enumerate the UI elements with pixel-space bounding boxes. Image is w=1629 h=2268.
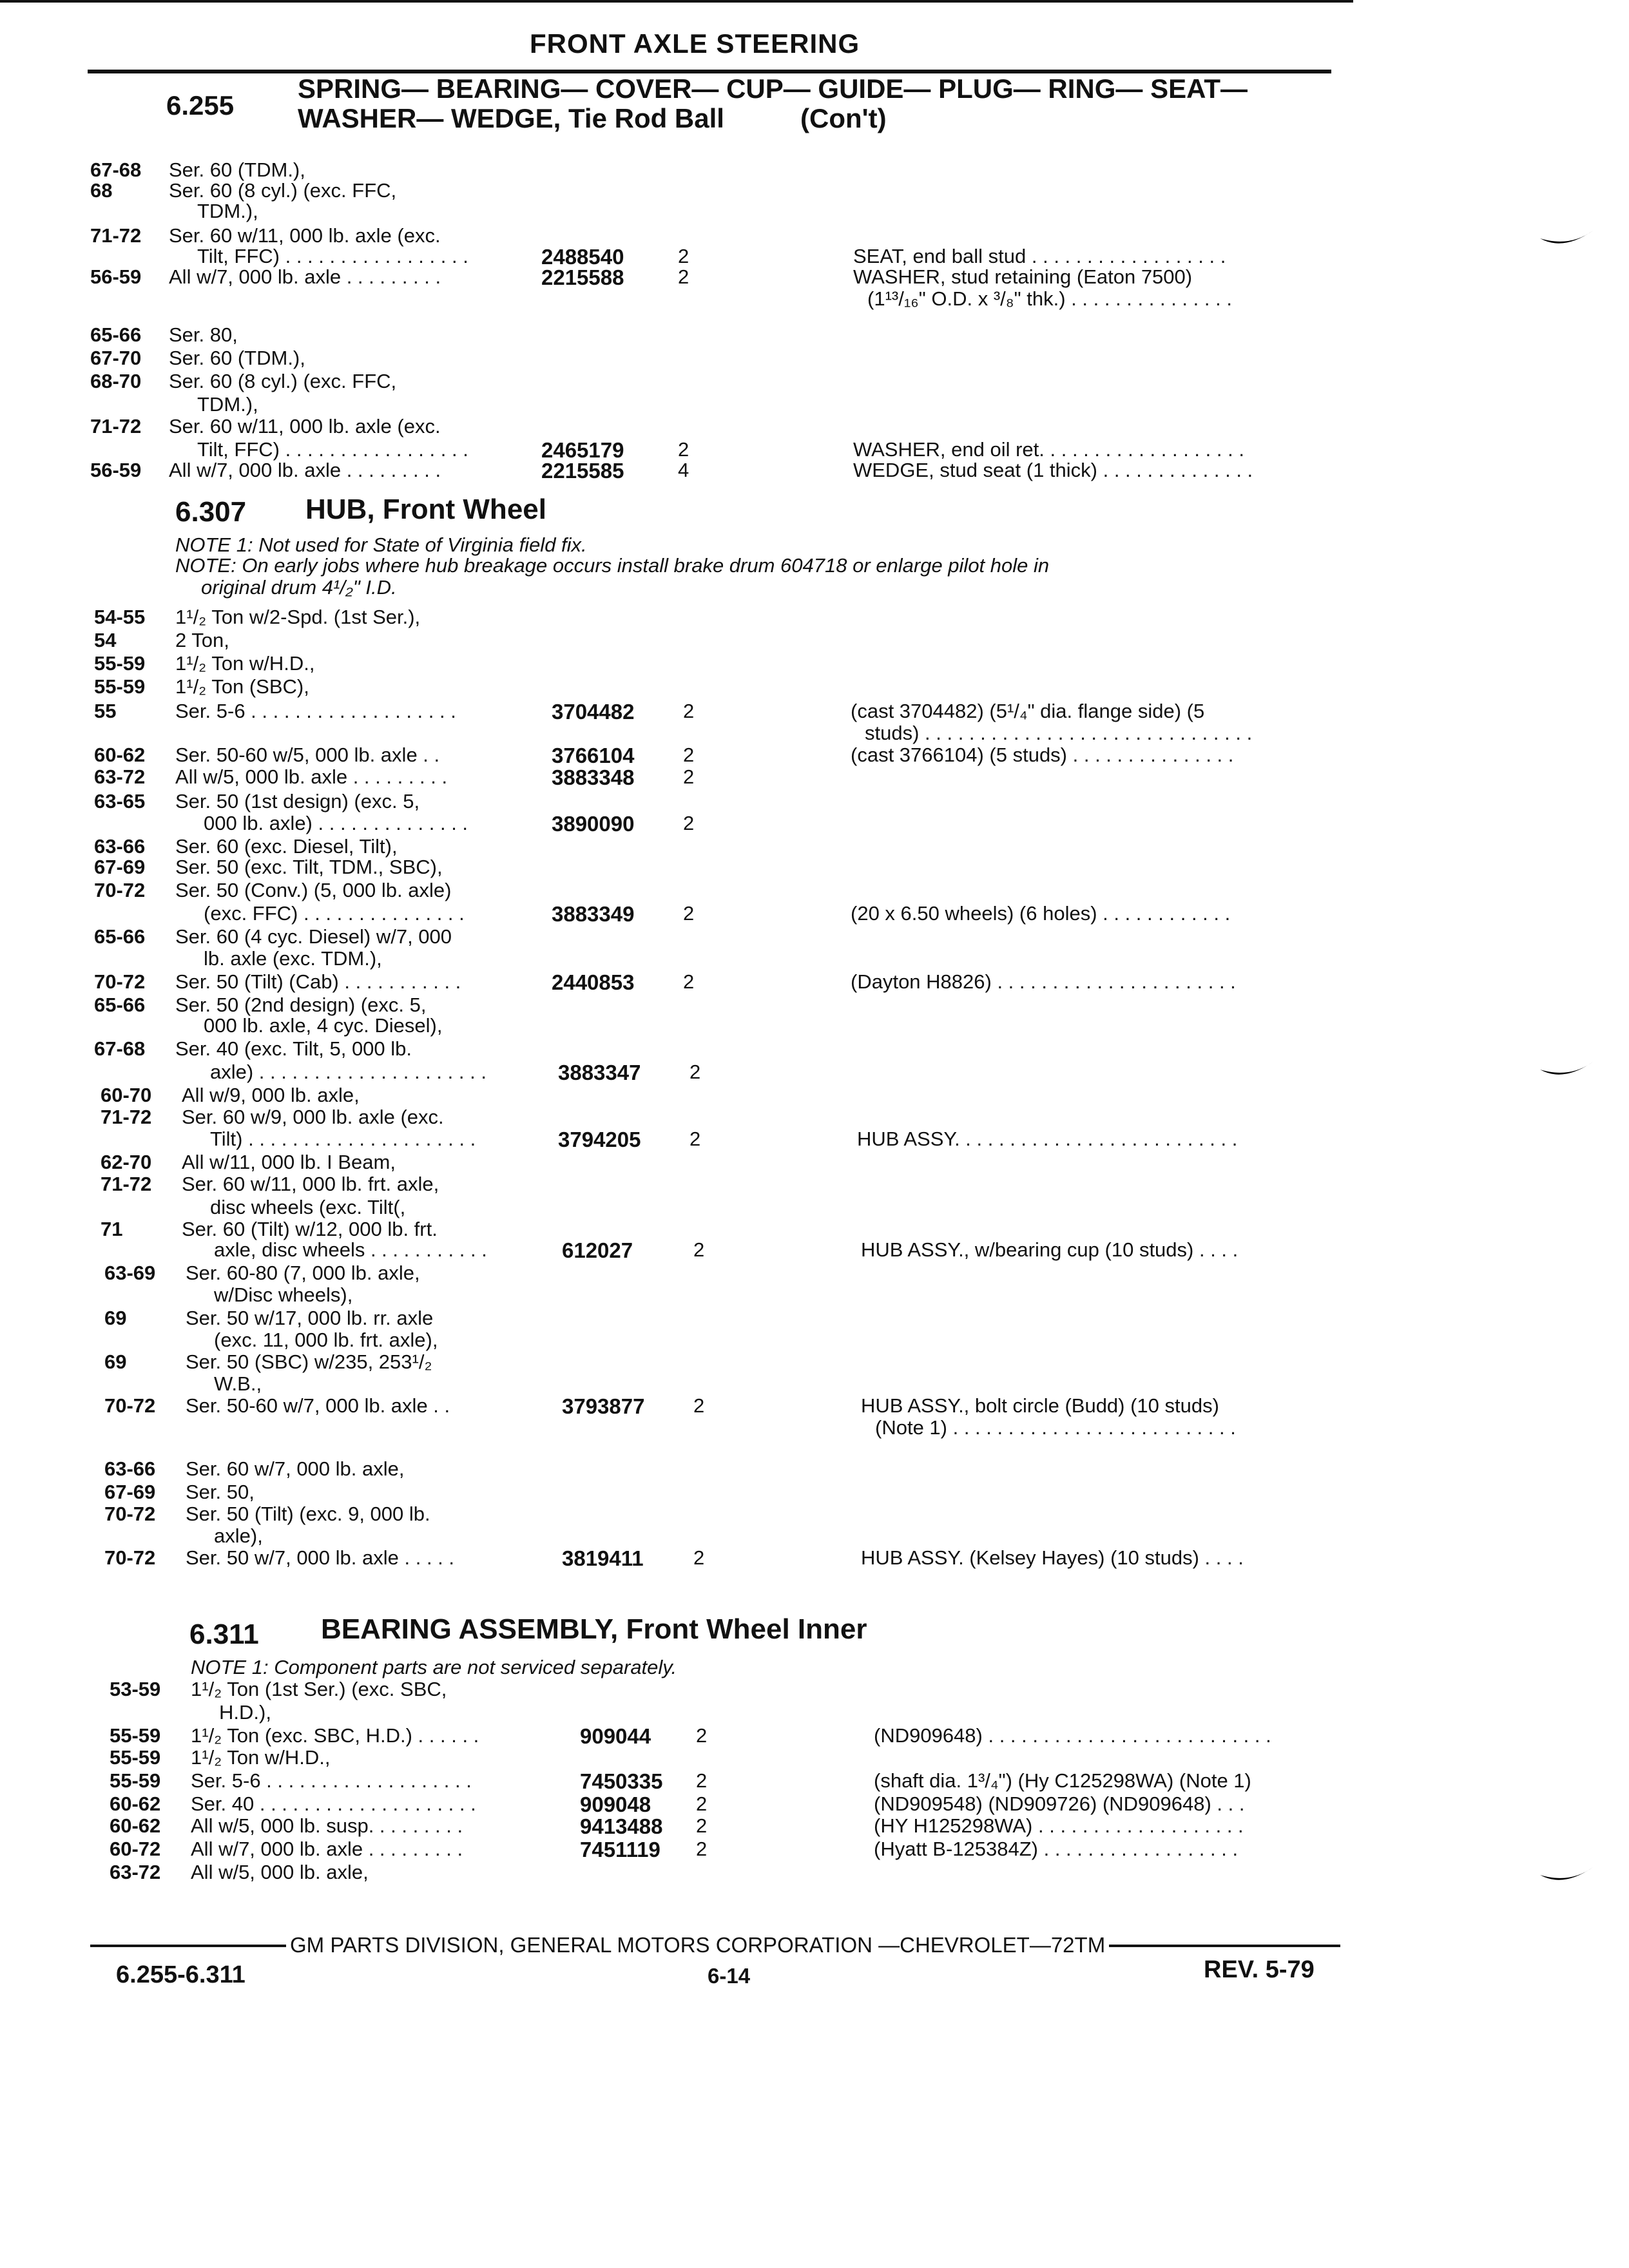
model-year: 60-62	[94, 744, 146, 766]
part-number: 909048	[580, 1792, 651, 1816]
part-description: HUB ASSY., bolt circle (Budd) (10 studs)	[861, 1394, 1219, 1417]
section-title-6311: BEARING ASSEMBLY, Front Wheel Inner	[321, 1613, 867, 1645]
application-text: Ser. 50 (1st design) (exc. 5,	[175, 790, 420, 812]
model-year: 68-70	[90, 370, 142, 392]
application-text: Tilt, FFC) . . . . . . . . . . . . . . . . .	[197, 245, 468, 267]
part-description: WASHER, stud retaining (Eaton 7500)	[853, 265, 1193, 288]
part-number: 2215585	[541, 459, 624, 483]
application-text: Ser. 50 (Conv.) (5, 000 lb. axle)	[175, 879, 452, 901]
model-year: 63-72	[94, 765, 146, 788]
application-text: All w/7, 000 lb. axle . . . . . . . . .	[169, 265, 441, 288]
model-year: 63-69	[104, 1262, 156, 1284]
part-number: 3704482	[552, 700, 635, 724]
model-year: 63-66	[104, 1457, 156, 1480]
application-text: Ser. 60 (Tilt) w/12, 000 lb. frt.	[182, 1218, 438, 1240]
application-text: disc wheels (exc. Tilt(,	[210, 1196, 406, 1218]
part-description: (Dayton H8826) . . . . . . . . . . . . . . . . . . . . . .	[851, 970, 1236, 993]
part-number: 3883349	[552, 902, 635, 926]
application-text: Ser. 60 (4 cyc. Diesel) w/7, 000	[175, 925, 452, 948]
model-year: 54	[94, 629, 117, 651]
application-text: 1¹/₂ Ton (1st Ser.) (exc. SBC,	[191, 1678, 447, 1700]
model-year: 55	[94, 700, 117, 722]
application-text: Ser. 60 (8 cyl.) (exc. FFC,	[169, 370, 397, 392]
part-description: (cast 3766104) (5 studs) . . . . . . . . . . . . . . .	[851, 744, 1234, 766]
application-text: Ser. 60 w/11, 000 lb. axle (exc.	[169, 224, 441, 247]
model-year: 70-72	[94, 879, 146, 901]
application-text: Ser. 50-60 w/5, 000 lb. axle . .	[175, 744, 440, 766]
application-text: 1¹/₂ Ton (exc. SBC, H.D.) . . . . . .	[191, 1724, 479, 1747]
model-year: 67-70	[90, 347, 142, 369]
model-year: 70-72	[104, 1546, 156, 1569]
part-number: 3819411	[562, 1546, 644, 1570]
application-text: 000 lb. axle) . . . . . . . . . . . . . .	[204, 812, 468, 834]
part-number: 2488540	[541, 245, 624, 269]
part-description: (ND909648) . . . . . . . . . . . . . . . . . . . . . . . . . .	[874, 1724, 1271, 1747]
application-text: axle) . . . . . . . . . . . . . . . . . . . . .	[210, 1061, 487, 1083]
application-text: Ser. 60 (exc. Diesel, Tilt),	[175, 835, 398, 858]
footer-range: 6.255-6.311	[116, 1961, 246, 1988]
application-text: 2 Ton,	[175, 629, 229, 651]
application-text: 000 lb. axle, 4 cyc. Diesel),	[204, 1014, 443, 1037]
part-description: (shaft dia. 1³/₄") (Hy C125298WA) (Note 1)	[874, 1769, 1251, 1792]
application-text: (exc. FFC) . . . . . . . . . . . . . . .	[204, 902, 465, 925]
application-text: Ser. 80,	[169, 323, 238, 346]
model-year: 71-72	[101, 1106, 152, 1128]
top-rule	[0, 0, 1353, 3]
application-text: Ser. 60 w/11, 000 lb. axle (exc.	[169, 415, 441, 437]
note-6311-1: NOTE 1: Component parts are not serviced separately.	[191, 1656, 677, 1678]
application-text: Ser. 50 (Tilt) (exc. 9, 000 lb.	[186, 1503, 430, 1525]
model-year: 65-66	[90, 323, 142, 346]
application-text: Ser. 50 (Tilt) (Cab) . . . . . . . . . . .	[175, 970, 461, 993]
quantity: 2	[696, 1792, 708, 1815]
footer-org: GM PARTS DIVISION, GENERAL MOTORS CORPORATION —CHEVROLET—72TM	[286, 1933, 1109, 1957]
model-year: 68	[90, 179, 113, 202]
model-year: 55-59	[110, 1769, 161, 1792]
application-text: 1¹/₂ Ton (SBC),	[175, 675, 309, 698]
model-year: 55-59	[110, 1724, 161, 1747]
application-text: TDM.),	[197, 393, 258, 416]
part-number: 2440853	[552, 970, 635, 994]
model-year: 65-66	[94, 994, 146, 1016]
model-year: 69	[104, 1307, 127, 1329]
model-year: 54-55	[94, 606, 146, 628]
part-description: WASHER, end oil ret. . . . . . . . . . . . . . . . . . .	[853, 438, 1244, 461]
application-text: 1¹/₂ Ton w/H.D.,	[191, 1746, 331, 1769]
part-description: (cast 3704482) (5¹/₄" dia. flange side) (5	[851, 700, 1205, 722]
application-text: Tilt, FFC) . . . . . . . . . . . . . . . . .	[197, 438, 468, 461]
application-text: All w/5, 000 lb. axle . . . . . . . . .	[175, 765, 448, 788]
application-text: Ser. 60 (8 cyl.) (exc. FFC,	[169, 179, 397, 202]
application-text: Ser. 60 (TDM.),	[169, 347, 305, 369]
application-text: Ser. 60-80 (7, 000 lb. axle,	[186, 1262, 420, 1284]
quantity: 4	[678, 459, 689, 481]
part-description: SEAT, end ball stud . . . . . . . . . . . . . . . . . .	[853, 245, 1226, 267]
model-year: 56-59	[90, 459, 142, 481]
part-description: (Note 1) . . . . . . . . . . . . . . . . . . . . . . . . . .	[875, 1416, 1236, 1439]
application-text: Ser. 50 w/7, 000 lb. axle . . . . .	[186, 1546, 455, 1569]
application-text: Tilt) . . . . . . . . . . . . . . . . . . . . .	[210, 1128, 476, 1150]
application-text: Ser. 50 (SBC) w/235, 253¹/₂	[186, 1350, 432, 1373]
quantity: 2	[689, 1061, 701, 1083]
part-description: (1¹³/₁₆" O.D. x ³/₈" thk.) . . . . . . . . . . . . . . .	[867, 287, 1232, 310]
quantity: 2	[683, 902, 695, 925]
part-number: 2215588	[541, 265, 624, 289]
part-number: 9413488	[580, 1814, 663, 1838]
section-number-6311: 6.311	[189, 1619, 259, 1650]
quantity: 2	[678, 265, 689, 288]
application-text: Ser. 60 w/11, 000 lb. frt. axle,	[182, 1173, 439, 1195]
model-year: 63-65	[94, 790, 146, 812]
part-description: (HY H125298WA) . . . . . . . . . . . . . . . . . . .	[874, 1814, 1244, 1837]
part-description: HUB ASSY. . . . . . . . . . . . . . . . . . . . . . . . . .	[857, 1128, 1238, 1150]
punch-mark-icon	[1537, 1856, 1595, 1894]
application-text: Ser. 50 (exc. Tilt, TDM., SBC),	[175, 856, 443, 878]
model-year: 63-66	[94, 835, 146, 858]
application-text: Ser. 50,	[186, 1481, 255, 1503]
application-text: All w/5, 000 lb. axle,	[191, 1861, 369, 1883]
note-6307-2b: original drum 4¹/₂" I.D.	[201, 576, 397, 599]
application-text: All w/7, 000 lb. axle . . . . . . . . .	[169, 459, 441, 481]
quantity: 2	[693, 1394, 705, 1417]
footer-page: 6-14	[708, 1964, 751, 1988]
application-text: All w/11, 000 lb. I Beam,	[182, 1151, 396, 1173]
application-text: axle),	[214, 1524, 263, 1547]
model-year: 67-68	[90, 159, 142, 181]
model-year: 70-72	[94, 970, 146, 993]
part-number: 2465179	[541, 438, 624, 462]
quantity: 2	[683, 812, 695, 834]
application-text: 1¹/₂ Ton w/2-Spd. (1st Ser.),	[175, 606, 421, 628]
part-number: 3794205	[558, 1128, 641, 1151]
section-title-6255-line1: SPRING— BEARING— COVER— CUP— GUIDE— PLUG— RING— SEAT—	[298, 73, 1248, 104]
part-number: 3793877	[562, 1394, 645, 1418]
model-year: 55-59	[94, 675, 146, 698]
application-text: Ser. 40 . . . . . . . . . . . . . . . . . . . .	[191, 1792, 476, 1815]
note-6307-1: NOTE 1: Not used for State of Virginia field fix.	[175, 533, 587, 556]
section-title-6255-cont: (Con't)	[800, 103, 887, 133]
application-text: H.D.),	[219, 1701, 271, 1724]
part-description: (ND909548) (ND909726) (ND909648) . . .	[874, 1792, 1245, 1815]
application-text: All w/9, 000 lb. axle,	[182, 1084, 360, 1106]
model-year: 70-72	[104, 1503, 156, 1525]
model-year: 67-69	[104, 1481, 156, 1503]
model-year: 62-70	[101, 1151, 152, 1173]
punch-mark-icon	[1537, 219, 1595, 258]
model-year: 71-72	[101, 1173, 152, 1195]
application-text: Ser. 5-6 . . . . . . . . . . . . . . . . . . .	[191, 1769, 472, 1792]
part-number: 3883347	[558, 1061, 641, 1084]
quantity: 2	[696, 1814, 708, 1837]
part-description: studs) . . . . . . . . . . . . . . . . . . . . . . . . . . . . . .	[865, 722, 1253, 744]
model-year: 67-69	[94, 856, 146, 878]
section-title-6307: HUB, Front Wheel	[305, 494, 546, 525]
model-year: 71	[101, 1218, 123, 1240]
quantity: 2	[683, 970, 695, 993]
quantity: 2	[678, 438, 689, 461]
model-year: 71-72	[90, 415, 142, 437]
page-title: FRONT AXLE STEERING	[530, 28, 860, 59]
model-year: 69	[104, 1350, 127, 1373]
section-number-6307: 6.307	[175, 496, 247, 528]
application-text: (exc. 11, 000 lb. frt. axle),	[214, 1329, 438, 1351]
quantity: 2	[683, 744, 695, 766]
footer-rev: REV. 5-79	[1204, 1956, 1315, 1983]
note-6307-2a: NOTE: On early jobs where hub breakage occurs install brake drum 604718 or enlarge pilot hole in	[175, 554, 1050, 577]
model-year: 53-59	[110, 1678, 161, 1700]
application-text: W.B.,	[214, 1372, 262, 1395]
application-text: Ser. 60 (TDM.),	[169, 159, 305, 181]
part-description: WEDGE, stud seat (1 thick) . . . . . . . . . . . . . .	[853, 459, 1253, 481]
model-year: 55-59	[110, 1746, 161, 1769]
quantity: 2	[696, 1769, 708, 1792]
application-text: w/Disc wheels),	[214, 1283, 353, 1306]
model-year: 65-66	[94, 925, 146, 948]
part-description: HUB ASSY., w/bearing cup (10 studs) . . . .	[861, 1238, 1239, 1261]
application-text: lb. axle (exc. TDM.),	[204, 947, 382, 970]
application-text: Ser. 50 (2nd design) (exc. 5,	[175, 994, 427, 1016]
part-number: 3890090	[552, 812, 635, 836]
quantity: 2	[678, 245, 689, 267]
quantity: 2	[683, 700, 695, 722]
model-year: 60-62	[110, 1792, 161, 1815]
part-number: 3883348	[552, 765, 635, 789]
application-text: Ser. 5-6 . . . . . . . . . . . . . . . . . . .	[175, 700, 456, 722]
part-description: (20 x 6.50 wheels) (6 holes) . . . . . . . . . . . .	[851, 902, 1231, 925]
application-text: Ser. 60 w/9, 000 lb. axle (exc.	[182, 1106, 444, 1128]
application-text: TDM.),	[197, 200, 258, 222]
quantity: 2	[689, 1128, 701, 1150]
application-text: All w/5, 000 lb. susp. . . . . . . . .	[191, 1814, 463, 1837]
model-year: 60-72	[110, 1838, 161, 1860]
section-number-6255: 6.255	[166, 90, 235, 120]
part-number: 909044	[580, 1724, 651, 1748]
model-year: 63-72	[110, 1861, 161, 1883]
part-number: 612027	[562, 1238, 633, 1262]
model-year: 60-70	[101, 1084, 152, 1106]
model-year: 67-68	[94, 1037, 146, 1060]
quantity: 2	[683, 765, 695, 788]
application-text: Ser. 50-60 w/7, 000 lb. axle . .	[186, 1394, 450, 1417]
model-year: 70-72	[104, 1394, 156, 1417]
quantity: 2	[693, 1546, 705, 1569]
part-number: 7450335	[580, 1769, 663, 1793]
punch-mark-icon	[1537, 1050, 1595, 1089]
part-number: 3766104	[552, 744, 635, 767]
model-year: 71-72	[90, 224, 142, 247]
model-year: 56-59	[90, 265, 142, 288]
quantity: 2	[696, 1724, 708, 1747]
section-title-6255-line2: WASHER— WEDGE, Tie Rod Ball	[298, 103, 724, 133]
application-text: axle, disc wheels . . . . . . . . . . .	[214, 1238, 487, 1261]
application-text: Ser. 50 w/17, 000 lb. rr. axle	[186, 1307, 434, 1329]
quantity: 2	[696, 1838, 708, 1860]
application-text: 1¹/₂ Ton w/H.D.,	[175, 652, 315, 675]
part-description: HUB ASSY. (Kelsey Hayes) (10 studs) . . . .	[861, 1546, 1244, 1569]
quantity: 2	[693, 1238, 705, 1261]
application-text: Ser. 40 (exc. Tilt, 5, 000 lb.	[175, 1037, 412, 1060]
model-year: 55-59	[94, 652, 146, 675]
application-text: Ser. 60 w/7, 000 lb. axle,	[186, 1457, 405, 1480]
part-number: 7451119	[580, 1838, 660, 1861]
part-description: (Hyatt B-125384Z) . . . . . . . . . . . . . . . . . .	[874, 1838, 1239, 1860]
application-text: All w/7, 000 lb. axle . . . . . . . . .	[191, 1838, 463, 1860]
model-year: 60-62	[110, 1814, 161, 1837]
